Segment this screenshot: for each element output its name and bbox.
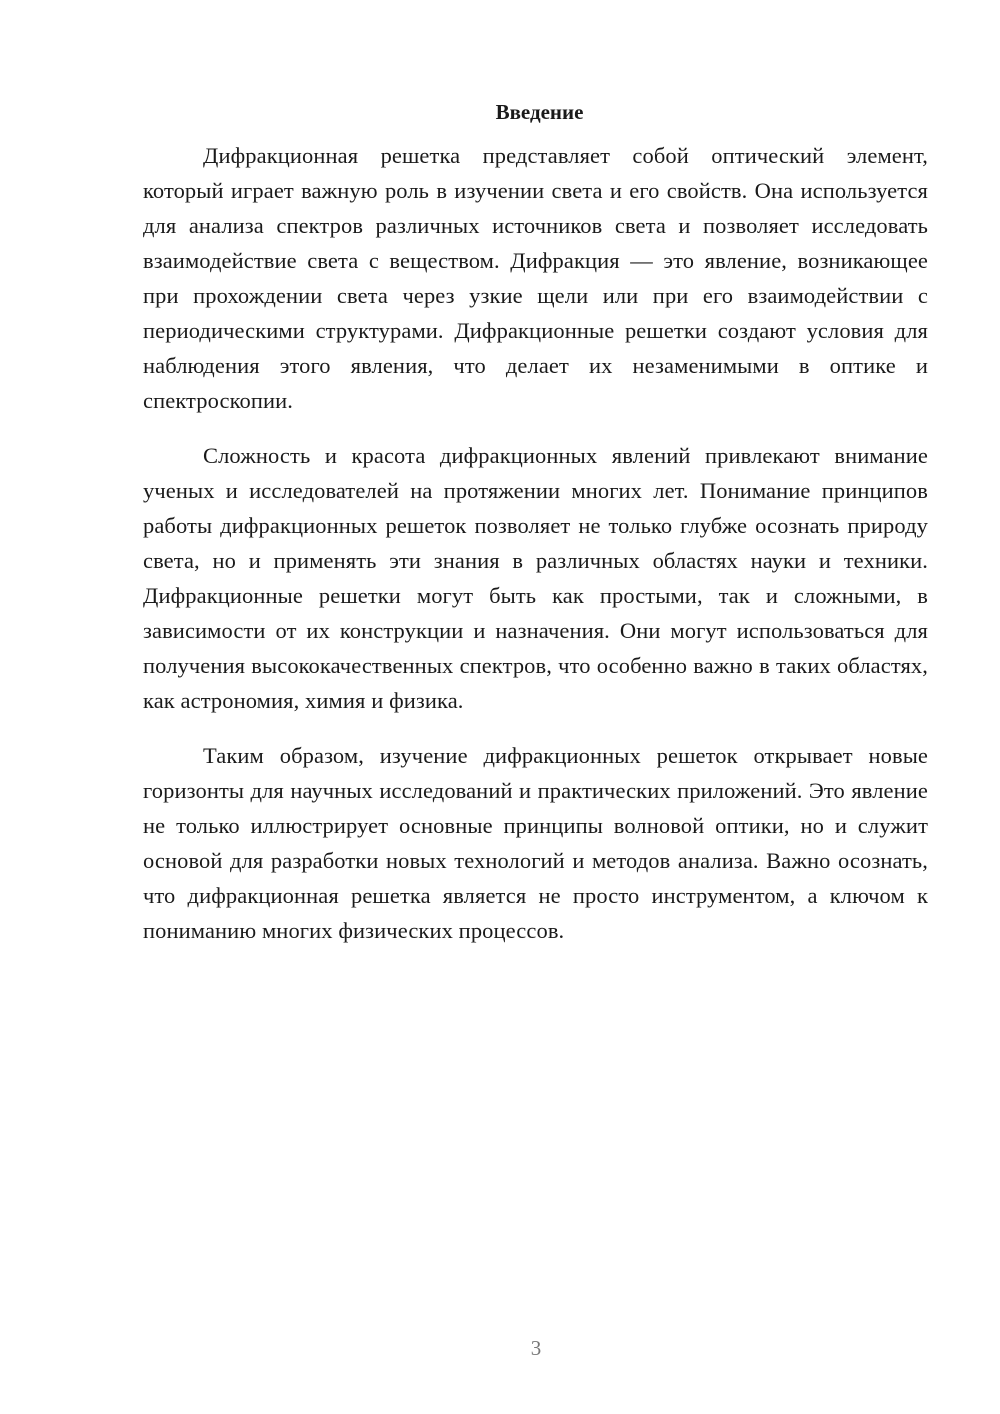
document-page (143, 96, 928, 968)
paragraph-1: Дифракционная решетка представляет собой оптический элемент, который играет важную роль в изучении света и его свойств. Она используется для анализа спектров различных источников света и позволяет исследовать взаимодействие света с веществом. Дифракция — это явление, возникающее при прохождении света через узкие щели или при его взаимодействии с периодическими структурами. Дифракционные решетки создают условия для наблюдения этого явления, что делает их незаменимыми в оптике и спектроскопии. (143, 143, 928, 413)
paragraph-2: Сложность и красота дифракционных явлений привлекают внимание ученых и исследователей на протяжении многих лет. Понимание принципов работы дифракционных решеток позволяет не только глубже осознать природу света, но и применять эти знания в различных областях науки и техники. Дифракционные решетки могут быть как простыми, так и сложными, в зависимости от их конструкции и назначения. Они могут использоваться для получения высококачественных спектров, что особенно важно в таких областях, как астрономия, химия и физика. (143, 443, 928, 713)
section-heading: Введение (495, 100, 584, 124)
page-number: 3 (530, 1336, 542, 1360)
paragraph-3: Таким образом, изучение дифракционных решеток открывает новые горизонты для научных исследований и практических приложений. Это явление не только иллюстрирует основные принципы волновой оптики, но и служит основой для разработки новых технологий и методов анализа. Важно осознать, что дифракционная решетка является не просто инструментом, а ключом к пониманию многих физических процессов. (143, 743, 928, 943)
